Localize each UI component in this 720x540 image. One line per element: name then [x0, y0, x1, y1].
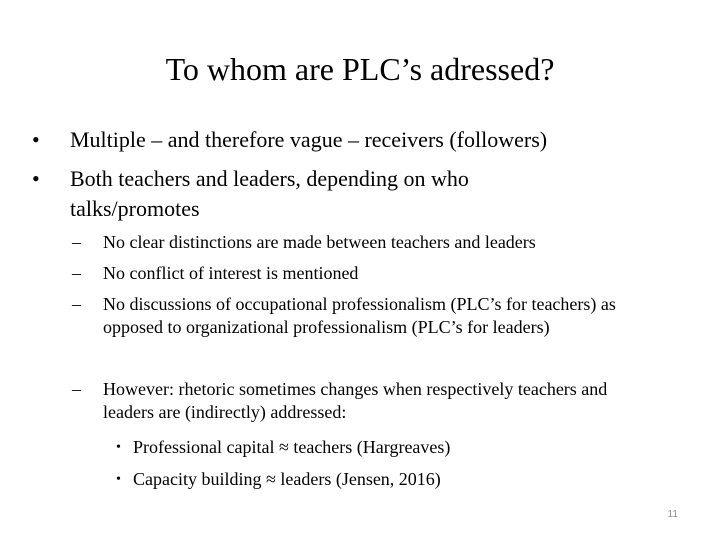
dash-marker: –	[72, 294, 81, 314]
sub-bullet-item	[72, 378, 662, 424]
bullet-marker: •	[116, 472, 121, 487]
bullet-marker: •	[32, 127, 40, 152]
sub-bullet-item	[72, 262, 662, 285]
sub-bullet-item	[72, 293, 662, 339]
sub-bullet-text: No clear distinctions are made between teachers and leaders	[103, 232, 536, 252]
bullet-item	[32, 164, 652, 224]
sub-bullet-text: However: rhetoric sometimes changes when respectively teachers and leaders are (indirectly) addressed:	[103, 379, 608, 422]
bullet-text: Multiple – and therefore vague – receivers (followers)	[70, 127, 548, 152]
sub-bullet-text: No conflict of interest is mentioned	[103, 263, 359, 283]
sub-sub-bullet-item	[116, 468, 656, 491]
dash-marker: –	[72, 379, 81, 399]
dash-marker: –	[72, 263, 81, 283]
bullet-item	[32, 125, 652, 155]
sub-bullet-item	[72, 231, 662, 254]
sub-sub-bullet-text: Professional capital ≈ teachers (Hargreaves)	[133, 437, 451, 457]
dash-marker: –	[72, 232, 81, 252]
sub-bullet-text: No discussions of occupational professionalism (PLC’s for teachers) as opposed to organizational professionalism (PLC’s for leaders)	[103, 294, 616, 337]
sub-sub-bullet-item	[116, 436, 656, 459]
bullet-marker: •	[116, 440, 121, 455]
bullet-marker: •	[32, 166, 40, 191]
sub-sub-bullet-text: Capacity building ≈ leaders (Jensen, 2016)	[133, 469, 441, 489]
page-number: 11	[667, 509, 678, 520]
slide-title: To whom are PLC’s adressed?	[165, 51, 555, 87]
bullet-text: Both teachers and leaders, depending on who talks/promotes	[70, 166, 469, 221]
